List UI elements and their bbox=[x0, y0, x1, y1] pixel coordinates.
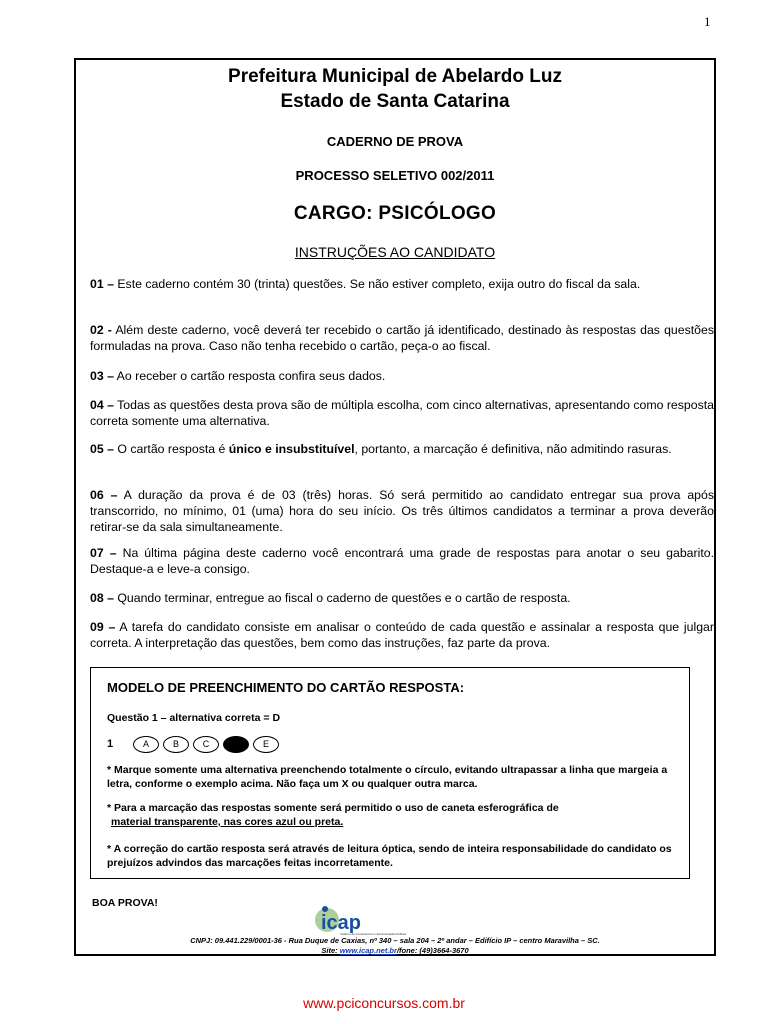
instruction-text: Todas as questões desta prova são de múltipla escolha, com cinco alternativas, apresentando como resposta correta somente uma alternativa. bbox=[90, 398, 715, 428]
footer-contact bbox=[76, 946, 714, 955]
instruction-number: 02 - bbox=[90, 323, 112, 337]
instruction-text: A duração da prova é de 03 (três) horas. Só será permitido ao candidato entregar sua prova após transcorrido, no mínimo, 01 (uma) hora do seu início. Os três últimos candidatos a terminar a prova deverão retirar-se da sala simultaneamente. bbox=[90, 488, 714, 534]
bubble-question-number: 1 bbox=[107, 738, 114, 750]
processo-title: PROCESSO SELETIVO 002/2011 bbox=[295, 168, 495, 183]
instruction-text: Além deste caderno, você deverá ter recebido o cartão já identificado, destinado às respostas das questões formuladas na prova. Caso não tenha recebido o cartão, peça-o ao fiscal. bbox=[90, 323, 714, 353]
instruction-number: 03 – bbox=[90, 369, 114, 383]
instruction-03 bbox=[90, 368, 714, 384]
note-pen bbox=[107, 801, 687, 829]
instruction-04 bbox=[90, 397, 714, 429]
instruction-text: Quando terminar, entregue ao fiscal o caderno de questões e o cartão de resposta. bbox=[113, 591, 571, 605]
model-example: Questão 1 – alternativa correta = D bbox=[107, 712, 281, 724]
instruction-number: 06 – bbox=[90, 488, 118, 502]
logo-tagline: Instituto de Consultoria em Administração Pública bbox=[340, 932, 407, 936]
footer-address: CNPJ: 09.441.229/0001-36 - Rua Duque de Caxias, nº 340 – sala 204 – 2º andar – Edifício IP – centro Maravilha – SC. bbox=[190, 936, 600, 945]
municipality-title: Prefeitura Municipal de Abelardo Luz bbox=[228, 66, 562, 87]
page-number: 1 bbox=[704, 14, 711, 29]
logo-wordmark: icap bbox=[321, 912, 362, 934]
bubble-e: E bbox=[253, 736, 279, 753]
note-pen-line2: material transparente, nas cores azul ou preta. bbox=[111, 816, 344, 828]
footer-site-link[interactable]: www.icap.net.br bbox=[339, 946, 397, 955]
answer-card-model-box bbox=[90, 667, 690, 879]
instruction-08 bbox=[90, 590, 714, 606]
model-title: MODELO DE PREENCHIMENTO DO CARTÃO RESPOSTA: bbox=[107, 680, 465, 695]
instruction-number: 01 – bbox=[90, 277, 114, 291]
footer-phone: /fone: (49)3664-3670 bbox=[396, 946, 469, 955]
bubble-c: C bbox=[193, 736, 219, 753]
instruction-01 bbox=[90, 276, 714, 292]
caderno-title: CADERNO DE PROVA bbox=[326, 134, 464, 149]
instruction-text: , portanto, a marcação é definitiva, não admitindo rasuras. bbox=[354, 442, 672, 456]
footer-site-label: Site: bbox=[321, 946, 340, 955]
bubble-d-filled: D bbox=[223, 736, 249, 753]
instruction-09 bbox=[90, 619, 714, 651]
instruction-text: Este caderno contém 30 (trinta) questões. Se não estiver completo, exija outro do fiscal da sala. bbox=[113, 277, 641, 291]
instruction-number: 09 – bbox=[90, 620, 116, 634]
instruction-07 bbox=[90, 545, 714, 577]
instruction-text: A tarefa do candidato consiste em analisar o conteúdo de cada questão e assinalar a resposta que julgar correta. A interpretação das questões, bem como das instruções, faz parte da prova. bbox=[90, 620, 714, 650]
boa-prova: BOA PROVA! bbox=[92, 897, 158, 909]
watermark-site-link[interactable]: www.pciconcursos.com.br bbox=[303, 995, 465, 1011]
instruction-06 bbox=[90, 487, 714, 535]
icap-logo bbox=[314, 902, 410, 938]
instruction-bold-text: único e insubstituível bbox=[228, 442, 355, 456]
exam-cover-frame bbox=[74, 58, 716, 956]
cargo-title: CARGO: PSICÓLOGO bbox=[293, 203, 497, 224]
state-title: Estado de Santa Catarina bbox=[280, 91, 510, 112]
instruction-05 bbox=[90, 441, 714, 457]
instruction-text: Na última página deste caderno você encontrará uma grade de respostas para anotar o seu gabarito. Destaque-a e leve-a consigo. bbox=[90, 546, 714, 576]
note-marking: * Marque somente uma alternativa preenchendo totalmente o círculo, evitando ultrapassar a linha que margeia a letra, conforme o exemplo acima. Não faça um X ou qualquer outra marca. bbox=[107, 764, 668, 790]
note-pen-line1: * Para a marcação das respostas somente será permitido o uso de caneta esferográfica de bbox=[107, 802, 559, 814]
bubble-a: A bbox=[133, 736, 159, 753]
instruction-number: 08 – bbox=[90, 591, 114, 605]
instruction-text: Ao receber o cartão resposta confira seus dados. bbox=[113, 369, 386, 383]
note-optical-reading: * A correção do cartão resposta será através de leitura óptica, sendo de inteira responsabilidade do candidato os prejuízos advindos das marcações feitas incorretamente. bbox=[107, 843, 672, 869]
instruction-02 bbox=[90, 322, 714, 354]
instruction-number: 04 – bbox=[90, 398, 114, 412]
bubble-b: B bbox=[163, 736, 189, 753]
instruction-text: O cartão resposta é bbox=[113, 442, 229, 456]
instructions-heading: INSTRUÇÕES AO CANDIDATO bbox=[294, 244, 496, 260]
instruction-number: 05 – bbox=[90, 442, 114, 456]
instruction-number: 07 – bbox=[90, 546, 117, 560]
